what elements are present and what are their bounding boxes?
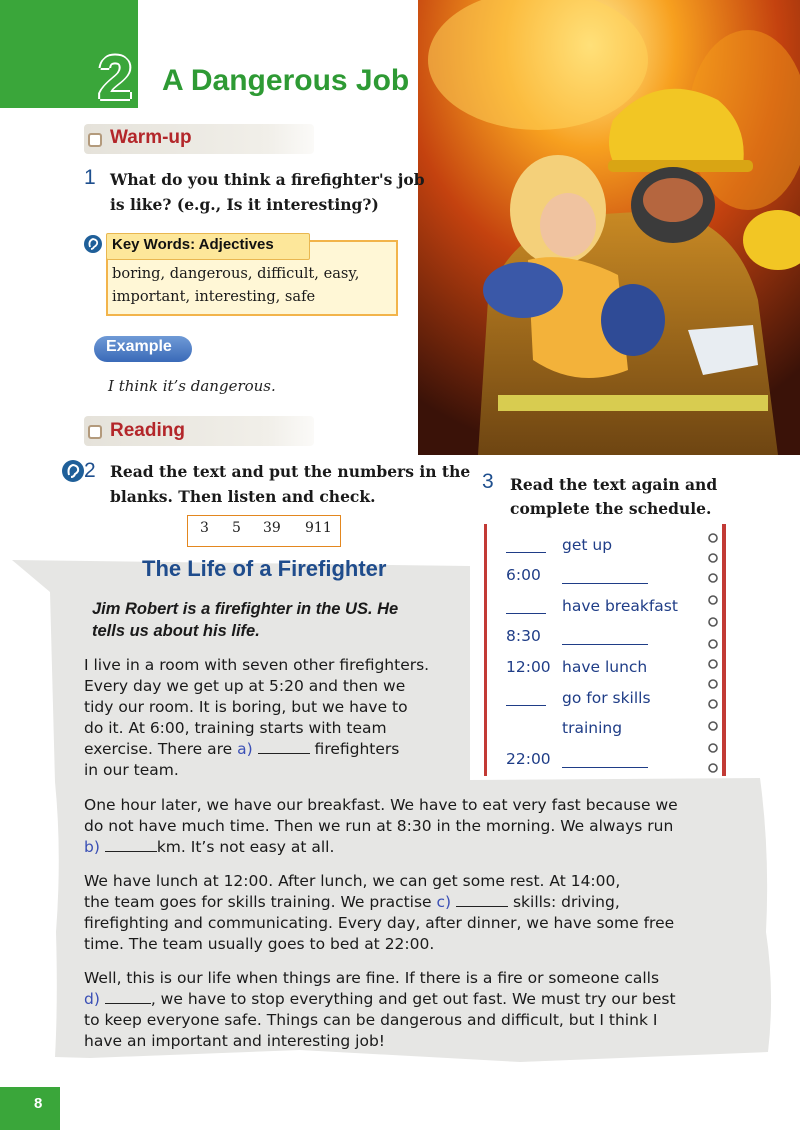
spiral-binding-icon — [706, 524, 726, 776]
schedule-blank-line — [506, 613, 546, 614]
blank-b-label: b) — [84, 838, 100, 856]
p1-text: exercise. There are — [84, 740, 238, 758]
p4-line: to keep everyone safe. Things can be dangerous and difficult, but I think I — [84, 1011, 658, 1029]
question-3-line-2: complete the schedule. — [510, 499, 712, 518]
number-option: 3 — [200, 520, 209, 536]
p2-line — [84, 837, 764, 858]
example-sentence: I think it’s dangerous. — [108, 377, 276, 395]
blank-c-label: c) — [436, 893, 452, 911]
question-3-line-1: Read the text again and — [510, 475, 718, 494]
number-option: 911 — [305, 520, 332, 536]
schedule-activity: training — [562, 719, 623, 737]
number-option: 39 — [263, 520, 281, 536]
schedule-activity: have lunch — [562, 658, 648, 676]
p4-text: , we have to stop everything and get out fast. We must try our best — [150, 990, 676, 1008]
schedule-activity: have breakfast — [562, 597, 678, 615]
question-1-line-1: What do you think a firefighter's job — [110, 170, 425, 189]
question-1-number: 1 — [84, 166, 96, 189]
schedule-blank-line — [562, 644, 648, 645]
schedule-activity: go for skills — [562, 689, 651, 707]
intro-line-1: Jim Robert is a firefighter in the US. He — [92, 600, 399, 618]
schedule-time: 22:00 — [506, 750, 551, 768]
p2-line: One hour later, we have our breakfast. We have to eat very fast because we — [84, 796, 678, 814]
p4-line: Well, this is our life when things are fine. If there is a fire or someone calls — [84, 969, 660, 987]
example-label: Example — [106, 338, 172, 355]
schedule-time: 6:00 — [506, 566, 541, 584]
p1-text: firefighters — [309, 740, 400, 758]
article-paragraph-1 — [84, 655, 474, 781]
page-number: 8 — [34, 1095, 43, 1112]
article-intro — [92, 598, 462, 642]
unit-number: 2 — [98, 44, 133, 113]
schedule-time: 8:30 — [506, 627, 541, 645]
number-option: 5 — [232, 520, 241, 536]
article-paragraph-4 — [84, 968, 764, 1052]
schedule-blank-line — [506, 552, 546, 553]
question-2-number: 2 — [84, 459, 96, 482]
question-2-line-1: Read the text and put the numbers in the — [110, 462, 471, 481]
p1-line: tidy our room. It is boring, but we have to — [84, 698, 408, 716]
p3-line: We have lunch at 12:00. After lunch, we can get some rest. At 14:00, — [84, 872, 621, 890]
p1-line: in our team. — [84, 761, 179, 779]
keywords-list — [112, 262, 390, 308]
schedule-blank-line — [562, 583, 648, 584]
p1-line: Every day we get up at 5:20 and then we — [84, 677, 406, 695]
blank-b-line — [105, 837, 157, 852]
p3-text: skills: driving, — [508, 893, 620, 911]
keywords-line-2: important, interesting, safe — [112, 288, 316, 305]
listening-ear-icon — [62, 460, 84, 482]
blank-d-label: d) — [84, 990, 100, 1008]
schedule-blank-line — [506, 705, 546, 706]
schedule-notebook — [478, 524, 726, 776]
unit-title: A Dangerous Job — [162, 64, 410, 97]
page-number-block — [0, 1087, 60, 1130]
section-bullet-icon — [88, 133, 102, 147]
schedule-activity: get up — [562, 536, 613, 554]
article-title: The Life of a Firefighter — [142, 556, 387, 581]
question-3-number: 3 — [482, 470, 494, 493]
p2-line: do not have much time. Then we run at 8:30 in the morning. We always run — [84, 817, 674, 835]
firefighter-photo — [418, 0, 800, 455]
reading-heading: Reading — [110, 420, 185, 441]
p4-line — [84, 989, 764, 1010]
section-bullet-icon — [88, 425, 102, 439]
blank-a-line — [258, 739, 310, 754]
blank-d-line — [105, 989, 151, 1004]
intro-line-2: tells us about his life. — [92, 622, 260, 640]
p2-text: km. It’s not easy at all. — [156, 838, 335, 856]
p4-line: have an important and interesting job! — [84, 1032, 386, 1050]
blank-c-line — [456, 892, 508, 907]
schedule-time: 12:00 — [506, 658, 551, 676]
p1-line: do it. At 6:00, training starts with team — [84, 719, 387, 737]
warmup-heading: Warm-up — [110, 127, 192, 148]
p3-line: firefighting and communicating. Every day, after dinner, we have some free — [84, 914, 675, 932]
notebook-margin-line — [484, 524, 487, 776]
question-2-line-2: blanks. Then listen and check. — [110, 487, 376, 506]
article-paragraph-2 — [84, 795, 764, 858]
listening-ear-icon — [84, 235, 102, 253]
schedule-blank-line — [562, 767, 648, 768]
p1-line — [84, 739, 474, 760]
p3-line — [84, 892, 764, 913]
keywords-line-1: boring, dangerous, difficult, easy, — [112, 265, 360, 282]
keywords-title: Key Words: Adjectives — [112, 236, 274, 253]
p1-line: I live in a room with seven other firefighters. — [84, 656, 430, 674]
question-1-line-2: is like? (e.g., Is it interesting?) — [110, 195, 379, 214]
blank-a-label: a) — [237, 740, 253, 758]
p3-text: the team goes for skills training. We practise — [84, 893, 437, 911]
article-paragraph-3 — [84, 871, 764, 955]
p3-line: time. The team usually goes to bed at 22:00. — [84, 935, 435, 953]
